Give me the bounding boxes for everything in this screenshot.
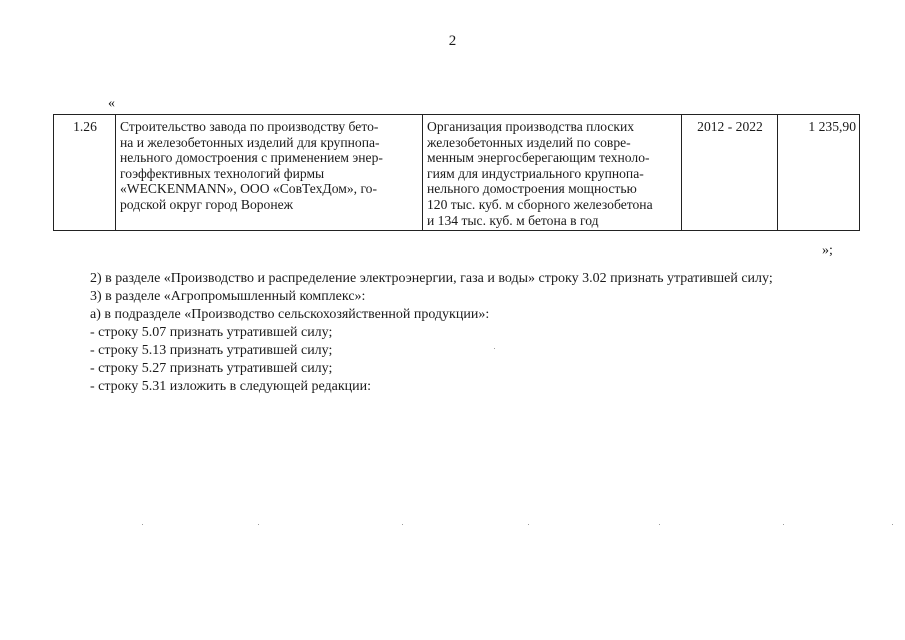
scan-speck — [783, 524, 784, 525]
project-description-line: менным энергосберегающим техноло- — [427, 150, 650, 166]
project-description-line: нельного домостроения мощностью — [427, 181, 637, 197]
project-description-cell — [423, 115, 682, 231]
row-number-cell: 1.26 — [54, 115, 116, 231]
project-name-line: нельного домостроения с применением энер- — [120, 150, 383, 166]
project-name-line: «WECKENMANN», ООО «СовТехДом», го- — [120, 181, 377, 197]
closing-quote-mark: »; — [822, 243, 833, 258]
paragraph-item: а) в подразделе «Производство сельскохозяйственной продукции»: — [90, 307, 490, 322]
project-name-cell — [116, 115, 423, 231]
scan-speck — [142, 524, 143, 525]
project-description-line: 120 тыс. куб. м сборного железобетона — [427, 196, 653, 212]
table-row — [54, 115, 860, 231]
scan-speck — [494, 348, 495, 349]
scan-speck — [659, 524, 660, 525]
project-description-line: и 134 тыс. куб. м бетона в год — [427, 212, 599, 228]
scan-speck — [528, 524, 529, 525]
project-table — [53, 114, 860, 231]
amendment-text — [90, 270, 880, 396]
project-name-line: на и железобетонных изделий для крупнопа- — [120, 134, 380, 150]
opening-quote-mark: « — [108, 96, 115, 111]
scan-speck — [258, 524, 259, 525]
project-name-line: гоэффективных технологий фирмы — [120, 165, 325, 181]
page-number: 2 — [448, 33, 457, 49]
project-description-line: гиям для индустриального крупнопа- — [427, 165, 644, 181]
years-cell: 2012 - 2022 — [682, 115, 778, 231]
project-description-line: железобетонных изделий по совре- — [427, 134, 631, 150]
paragraph-item: 3) в разделе «Агропромышленный комплекс»: — [90, 289, 366, 304]
paragraph-item: - строку 5.31 изложить в следующей редакции: — [90, 379, 372, 394]
project-name-line: Строительство завода по производству бето- — [120, 119, 379, 134]
scan-speck — [892, 524, 893, 525]
paragraph-item: - строку 5.13 признать утратившей силу; — [90, 343, 333, 358]
amount-cell: 1 235,90 — [778, 115, 860, 231]
project-description-line: Организация производства плоских — [427, 119, 635, 134]
scan-speck — [402, 524, 403, 525]
paragraph-item: - строку 5.07 признать утратившей силу; — [90, 325, 333, 340]
project-name-line: родской округ город Воронеж — [120, 196, 294, 212]
paragraph-item: - строку 5.27 признать утратившей силу; — [90, 361, 333, 376]
paragraph-item: 2) в разделе «Производство и распределение электроэнергии, газа и воды» строку 3.02 признать утратившей силу; — [90, 271, 773, 286]
